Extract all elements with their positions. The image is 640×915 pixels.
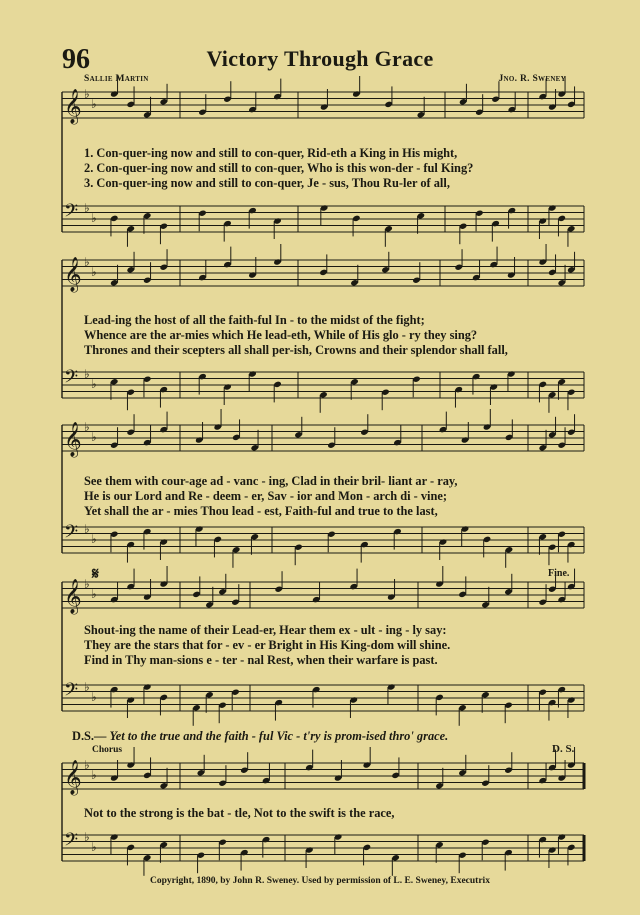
lyric-line: 1. Con-quer-ing now and still to con-quer, Rid-eth a King in His might, bbox=[84, 146, 458, 160]
lyric-line: Lead-ing the host of all the faith-ful In - to the midst of the fight; bbox=[84, 313, 425, 327]
ds-label: D.S.— bbox=[72, 729, 107, 743]
svg-text:♭: ♭ bbox=[84, 522, 90, 536]
svg-text:𝄞: 𝄞 bbox=[64, 422, 82, 457]
svg-text:♭: ♭ bbox=[84, 201, 90, 215]
ds-lyric-line bbox=[72, 729, 448, 744]
svg-text:♭: ♭ bbox=[84, 758, 90, 772]
lyric-line: Shout-ing the name of their Lead-er, Hear them ex - ult - ing - ly say: bbox=[84, 623, 447, 637]
svg-text:𝄞: 𝄞 bbox=[64, 760, 82, 795]
svg-text:♭: ♭ bbox=[91, 265, 97, 279]
svg-text:𝄞: 𝄞 bbox=[64, 257, 82, 292]
svg-text:♭: ♭ bbox=[91, 840, 97, 854]
svg-text:𝄞: 𝄞 bbox=[64, 89, 82, 124]
svg-text:𝄢: 𝄢 bbox=[64, 680, 79, 705]
svg-text:♭: ♭ bbox=[91, 768, 97, 782]
hymn-number: 96 bbox=[62, 44, 90, 75]
svg-text:♭: ♭ bbox=[91, 532, 97, 546]
fine-mark: Fine. bbox=[548, 568, 570, 579]
copyright-notice: Copyright, 1890, by John R. Sweney. Used by permission of L. E. Sweney, Executrix bbox=[150, 876, 490, 886]
svg-text:♭: ♭ bbox=[91, 690, 97, 704]
svg-text:♭: ♭ bbox=[91, 430, 97, 444]
svg-text:♭: ♭ bbox=[91, 97, 97, 111]
author-words: Sallie Martin bbox=[84, 74, 149, 84]
svg-text:♭: ♭ bbox=[84, 87, 90, 101]
svg-text:♭: ♭ bbox=[84, 680, 90, 694]
lyric-line: They are the stars that for - ev - er Bright in His King-dom will shine. bbox=[84, 638, 451, 652]
segno-icon: 𝄋 bbox=[92, 566, 99, 583]
chorus-lyric-line: Not to the strong is the bat - tle, Not to the swift is the race, bbox=[84, 806, 395, 820]
svg-text:𝄢: 𝄢 bbox=[64, 830, 79, 855]
svg-text:𝄢: 𝄢 bbox=[64, 201, 79, 226]
lyric-line: Thrones and their scepters all shall per-ish, Crowns and their splendor shall fall, bbox=[84, 343, 508, 357]
svg-text:♭: ♭ bbox=[84, 830, 90, 844]
lyric-line: 2. Con-quer-ing now and still to con-quer, Who is this won-der - ful King? bbox=[84, 161, 474, 175]
svg-text:♭: ♭ bbox=[84, 577, 90, 591]
lyric-line: See them with cour-age ad - vanc - ing, Clad in their bril- liant ar - ray, bbox=[84, 474, 458, 488]
svg-text:♭: ♭ bbox=[84, 420, 90, 434]
svg-text:𝄞: 𝄞 bbox=[64, 579, 82, 614]
svg-text:𝄢: 𝄢 bbox=[64, 367, 79, 392]
svg-text:♭: ♭ bbox=[91, 587, 97, 601]
svg-text:♭: ♭ bbox=[84, 255, 90, 269]
lyric-line: He is our Lord and Re - deem - er, Sav - ior and Mon - arch di - vine; bbox=[84, 489, 447, 503]
hymn-title: Victory Through Grace bbox=[206, 46, 434, 71]
chorus-label: Chorus bbox=[92, 745, 123, 755]
ds-mark: D. S. bbox=[552, 743, 575, 755]
lyric-line: Yet shall the ar - mies Thou lead - est, Faith-ful and true to the last, bbox=[84, 504, 438, 518]
lyric-line: 3. Con-quer-ing now and still to con-quer, Je - sus, Thou Ru-ler of all, bbox=[84, 176, 450, 190]
ds-lyric: Yet to the true and the faith - ful Vic - t'ry is prom-ised thro' grace. bbox=[109, 729, 449, 743]
svg-text:♭: ♭ bbox=[84, 367, 90, 381]
svg-text:♭: ♭ bbox=[91, 377, 97, 391]
svg-text:𝄢: 𝄢 bbox=[64, 522, 79, 547]
svg-text:♭: ♭ bbox=[91, 211, 97, 225]
lyric-line: Find in Thy man-sions e - ter - nal Rest, when their warfare is past. bbox=[84, 653, 438, 667]
lyric-line: Whence are the ar-mies which He lead-eth, While of His glo - ry they sing? bbox=[84, 328, 478, 342]
author-music: Jno. R. Sweney bbox=[498, 74, 566, 84]
